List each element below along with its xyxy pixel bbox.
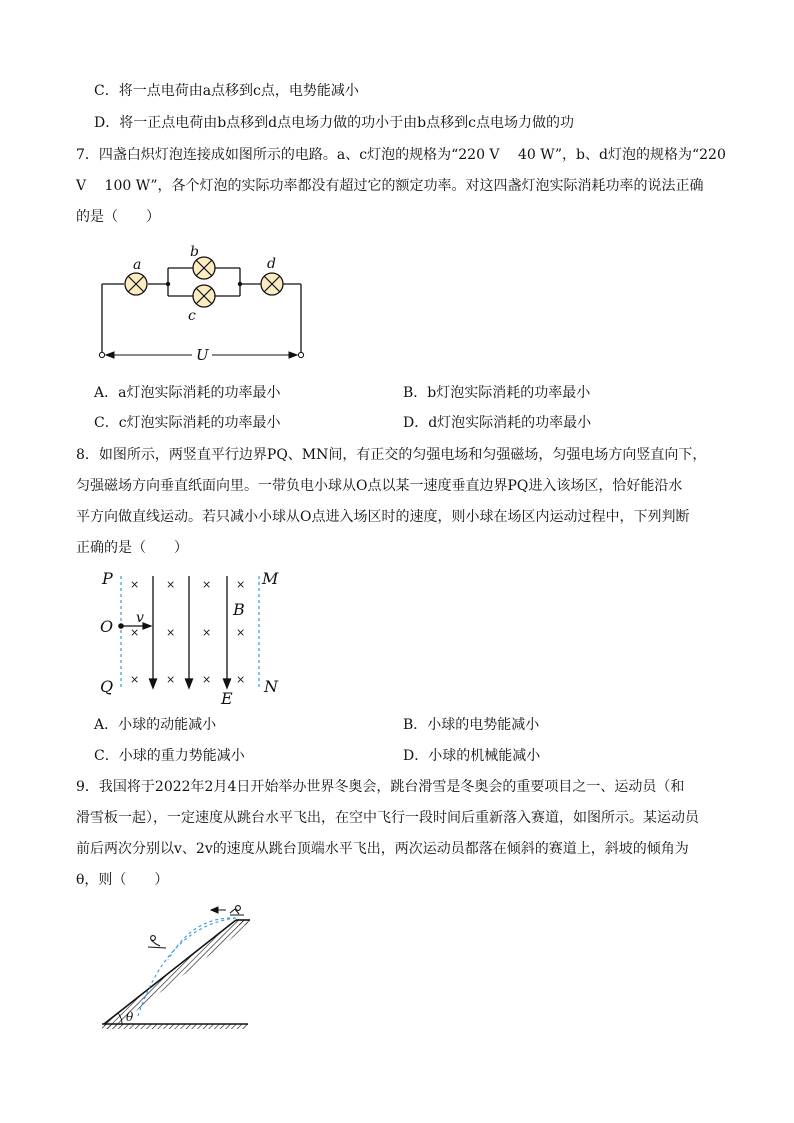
q8-cross: × — [236, 673, 246, 686]
q8-stem-line2: 匀强磁场方向垂直纸面向里。一带负电小球从O点以某一速度垂直边界PQ进入该场区，恰好能沿水 — [76, 478, 683, 494]
q7-bulb-a — [125, 273, 147, 295]
q8-stem-line1: 8．如图所示，两竖直平行边界PQ、MN间，有正交的匀强电场和匀强磁场，匀强电场方向竖直向下， — [76, 447, 707, 463]
q8-cross: × — [130, 578, 140, 591]
q7-label-a: a — [133, 257, 142, 273]
q7-label-c: c — [188, 308, 196, 324]
q7-option-b: B．b灯泡实际消耗的功率最小 — [403, 385, 591, 401]
q7-label-d: d — [267, 256, 276, 272]
q8-cross: × — [166, 673, 176, 686]
q7-bulb-d — [261, 273, 283, 295]
q8-cross: × — [202, 626, 212, 639]
q8-option-a: A．小球的动能减小 — [94, 717, 217, 733]
q8-label-q: Q — [100, 677, 114, 696]
q7-label-b: b — [190, 244, 199, 260]
q7-bulb-b — [193, 257, 215, 279]
q7-stem-line1: 7．四盏白炽灯泡连接成如图所示的电路。a、c灯泡的规格为“220 V 40 W”，b、d灯泡的规格为“220 — [76, 147, 726, 163]
q8-cross: × — [236, 626, 246, 639]
q6-option-c: C．将一点电荷由a点移到c点，电势能减小 — [94, 83, 359, 99]
q9-stem-line1: 9．我国将于2022年2月4日开始举办世界冬奥会，跳台滑雪是冬奥会的重要项目之一、运动员（和 — [76, 779, 685, 795]
q7-label-u: U — [196, 346, 209, 364]
q7-option-d: D．d灯泡实际消耗的功率最小 — [403, 415, 592, 431]
skier-icon — [230, 906, 244, 915]
q8-option-c: C．小球的重力势能减小 — [94, 748, 245, 764]
skier-icon — [148, 936, 166, 948]
q9-stem-line4: θ，则（ ） — [76, 872, 169, 888]
q8-label-o: O — [100, 617, 114, 636]
q8-label-m: M — [262, 569, 279, 588]
q6-option-d: D．将一正点电荷由b点移到d点电场力做的功小于由b点移到c点电场力做的功 — [94, 115, 574, 131]
q8-label-v: v — [136, 610, 144, 626]
q8-option-d: D．小球的机械能减小 — [403, 748, 541, 764]
q8-cross: × — [166, 578, 176, 591]
q8-cross: × — [130, 673, 140, 686]
q7-option-a: A．a灯泡实际消耗的功率最小 — [94, 385, 281, 401]
q8-field-diagram — [96, 566, 286, 708]
q8-stem-line3: 平方向做直线运动。若只减小小球从O点进入场区时的速度，则小球在场区内运动过程中，下列判断 — [76, 509, 690, 525]
q9-ski-jump-diagram — [98, 896, 258, 1036]
q9-label-theta: θ — [126, 1010, 134, 1024]
q7-circuit-diagram — [90, 236, 320, 368]
q8-option-b: B．小球的电势能减小 — [403, 717, 540, 733]
q8-label-b: B — [233, 600, 245, 619]
q9-stem-line3: 前后两次分别以v、2v的速度从跳台顶端水平飞出，两次运动员都落在倾斜的赛道上，斜坡的倾角为 — [76, 841, 689, 857]
q8-cross: × — [236, 578, 246, 591]
q8-label-n: N — [264, 677, 278, 696]
q7-option-c: C．c灯泡实际消耗的功率最小 — [94, 415, 281, 431]
q8-cross: × — [130, 626, 140, 639]
q7-bulb-c — [193, 285, 215, 307]
q8-cross: × — [202, 673, 212, 686]
q8-label-e: E — [221, 689, 233, 708]
q8-cross: × — [202, 578, 212, 591]
q7-stem-line3: 的是（ ） — [76, 209, 160, 225]
q8-stem-line4: 正确的是（ ） — [76, 540, 188, 556]
q8-label-p: P — [102, 569, 113, 588]
q9-stem-line2: 滑雪板一起），一定速度从跳台水平飞出，在空中飞行一段时间后重新落入赛道，如图所示。某运动员 — [76, 810, 699, 826]
q7-stem-line2: V 100 W”，各个灯泡的实际功率都没有超过它的额定功率。对这四盏灯泡实际消耗功率的说法正确 — [76, 178, 704, 194]
q8-cross: × — [166, 626, 176, 639]
